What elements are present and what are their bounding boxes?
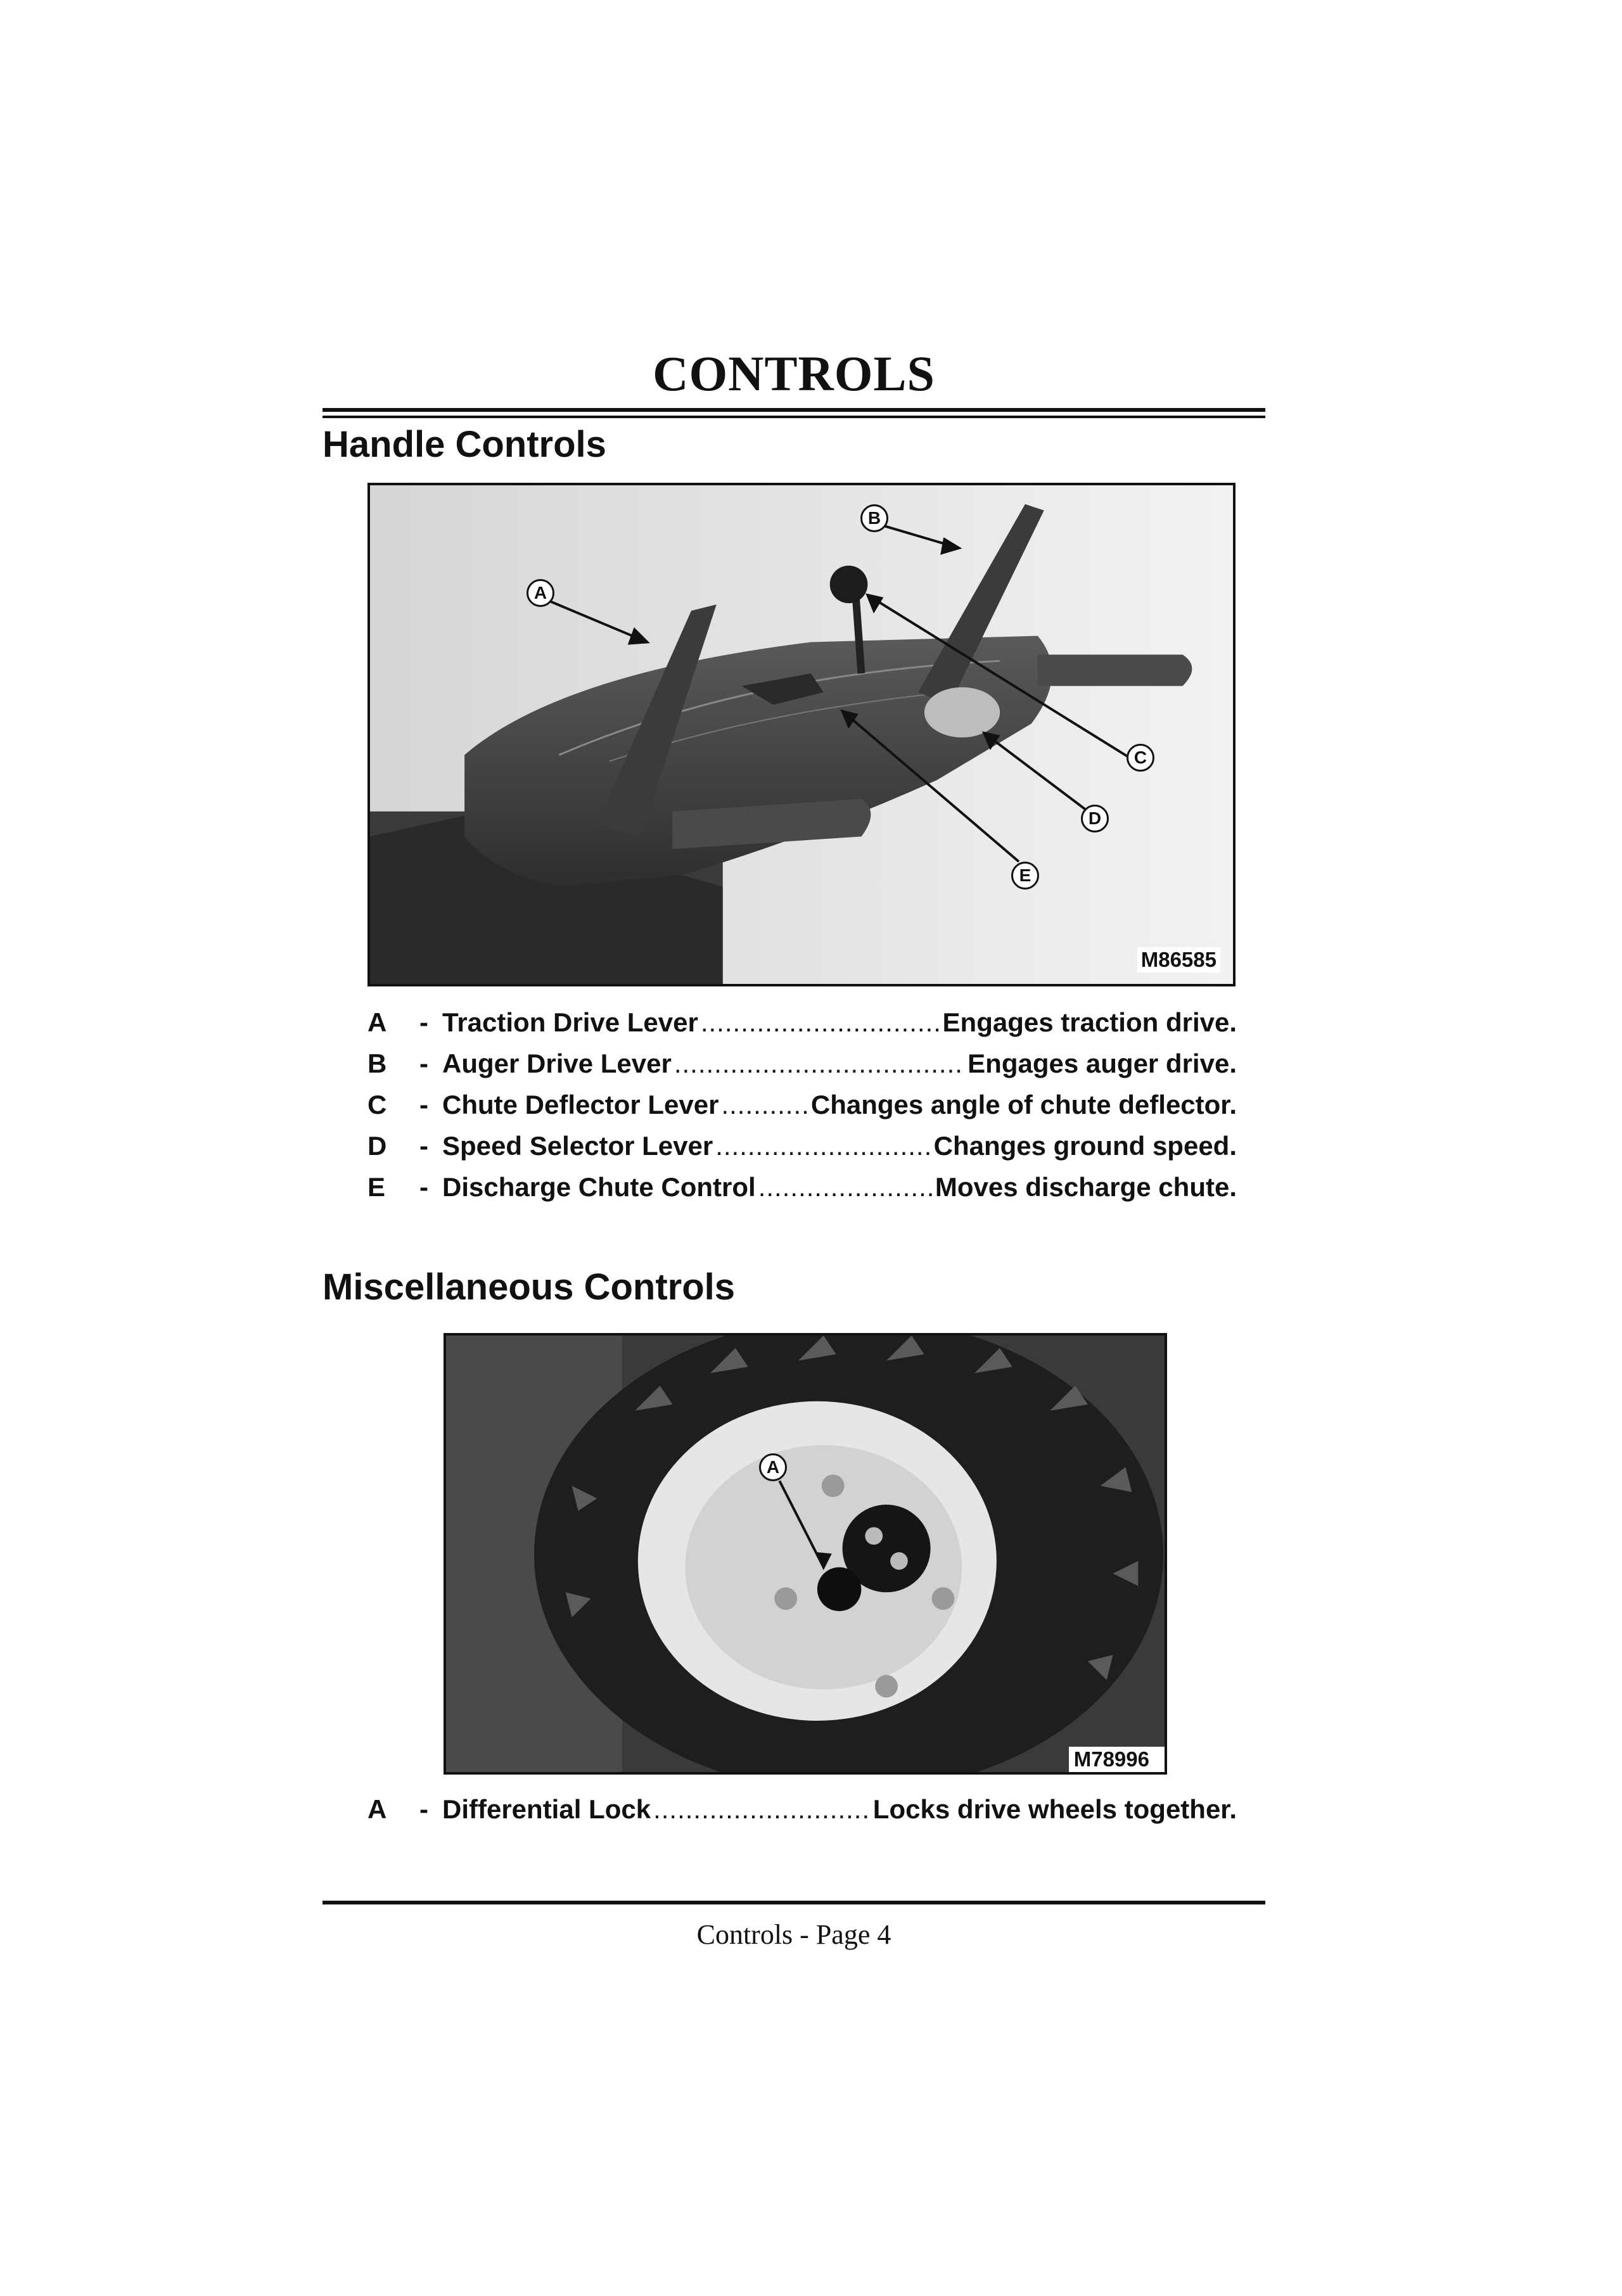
page-title: CONTROLS — [653, 346, 935, 401]
leader-dots — [758, 1172, 933, 1202]
legend-row — [367, 1172, 1237, 1213]
leader-dots — [715, 1131, 931, 1161]
legend-key: D — [367, 1131, 387, 1161]
legend-name: Auger Drive Lever — [442, 1049, 672, 1078]
legend-key: A — [367, 1794, 387, 1824]
misc-controls-photo — [444, 1333, 1167, 1775]
legend-desc: Changes ground speed. — [933, 1131, 1237, 1161]
leader-dots — [653, 1794, 871, 1825]
legend-row — [367, 1007, 1237, 1049]
leader-dots — [701, 1007, 940, 1038]
legend-dash: - — [419, 1007, 428, 1037]
figure-id-label: M86585 — [1137, 947, 1220, 973]
legend-desc: Engages auger drive. — [967, 1049, 1237, 1078]
legend-desc: Engages traction drive. — [942, 1007, 1237, 1037]
legend-row — [367, 1794, 1237, 1835]
legend-key: A — [367, 1007, 387, 1037]
callout-d: D — [1081, 805, 1109, 832]
callout-a: A — [759, 1453, 787, 1481]
callout-e: E — [1011, 862, 1039, 890]
legend-name: Differential Lock — [442, 1794, 651, 1824]
legend-name: Traction Drive Lever — [442, 1007, 698, 1037]
title-double-rule — [322, 408, 1265, 418]
legend-name: Speed Selector Lever — [442, 1131, 713, 1161]
handle-controls-heading: Handle Controls — [322, 424, 606, 465]
leader-dots — [721, 1090, 808, 1120]
legend-dash: - — [419, 1049, 428, 1078]
page-footer: Controls - Page 4 — [696, 1919, 891, 1950]
legend-name: Chute Deflector Lever — [442, 1090, 719, 1119]
callout-b: B — [860, 504, 888, 532]
legend-row — [367, 1131, 1237, 1172]
legend-key: C — [367, 1090, 387, 1119]
misc-controls-legend — [367, 1794, 1237, 1835]
wheel-illustration — [446, 1336, 1165, 1772]
handle-controls-legend — [367, 1007, 1237, 1213]
legend-desc: Moves discharge chute. — [935, 1172, 1237, 1202]
legend-dash: - — [419, 1172, 428, 1202]
legend-name: Discharge Chute Control — [442, 1172, 756, 1202]
legend-key: E — [367, 1172, 386, 1202]
leader-dots — [674, 1049, 965, 1079]
callout-c: C — [1127, 744, 1154, 772]
legend-dash: - — [419, 1090, 428, 1119]
legend-key: B — [367, 1049, 387, 1078]
handle-controls-photo — [367, 483, 1236, 986]
legend-dash: - — [419, 1131, 428, 1161]
legend-dash: - — [419, 1794, 428, 1824]
handle-controls-illustration — [370, 485, 1233, 984]
legend-row — [367, 1049, 1237, 1090]
legend-desc: Changes angle of chute deflector. — [810, 1090, 1237, 1119]
legend-row — [367, 1090, 1237, 1131]
footer-rule — [322, 1901, 1265, 1904]
figure-id-label: M78996 — [1069, 1747, 1165, 1772]
misc-controls-heading: Miscellaneous Controls — [322, 1266, 736, 1308]
callout-a: A — [527, 579, 554, 607]
legend-desc: Locks drive wheels together. — [872, 1794, 1237, 1824]
